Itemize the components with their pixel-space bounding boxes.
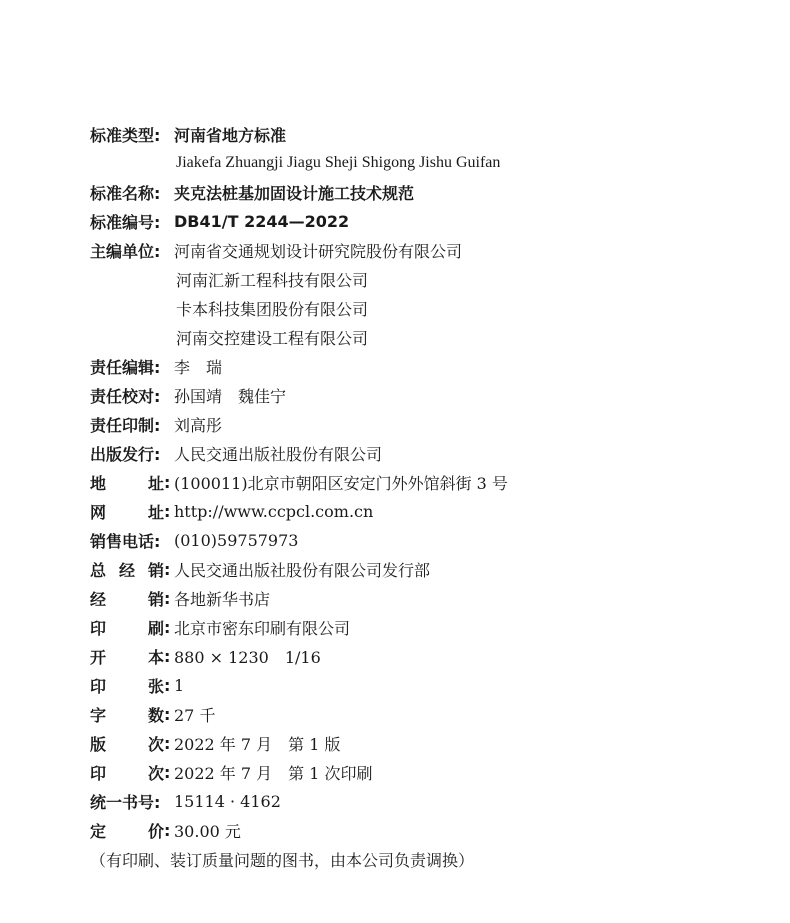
website-value: http://www.ccpcl.com.cn [174, 501, 374, 521]
address-label: 地 址 [90, 473, 164, 493]
website-label: 网 址 [90, 502, 164, 522]
proofreader-row [90, 382, 286, 408]
address-value: (100011)北京市朝阳区安定门外外馆斜街 3 号 [174, 473, 508, 493]
edition-row: 版 次 : 2022 年 7 月 第 1 版 [90, 733, 341, 754]
sales-phone-row [90, 527, 298, 553]
edition-label: 版 次 [90, 734, 164, 754]
standard-type-value: 河南省地方标准 [174, 125, 287, 145]
word-count-value: 27 千 [174, 705, 216, 725]
general-distributor-label: 总 经 销 [90, 560, 164, 580]
standard-number-row [90, 208, 349, 234]
sheets-label: 印 张 [90, 676, 164, 696]
general-distributor-value: 人民交通出版社股份有限公司发行部 [174, 560, 431, 580]
price-label: 定 价 [90, 821, 164, 841]
price-value: 30.00 元 [174, 821, 241, 841]
pinyin-title: Jiakefa Zhuangji Jiagu Sheji Shigong Jishu Guifan [176, 154, 501, 171]
printing-supervisor-label: 责任印制: [90, 415, 161, 435]
editor-label: 责任编辑: [90, 357, 161, 377]
word-count-row: 字 数 : 27 千 [90, 704, 216, 725]
standard-number-value: DB41/T 2244—2022 [174, 211, 350, 231]
unified-book-number-row [90, 788, 281, 814]
format-row: 开 本 : 880 × 1230 1/16 [90, 646, 321, 667]
chief-editor-unit: 卡本科技集团股份有限公司 [176, 299, 369, 319]
edition-value: 2022 年 7 月 第 1 版 [174, 734, 341, 754]
sales-phone-label: 销售电话: [90, 531, 161, 551]
impression-row: 印 次 : 2022 年 7 月 第 1 次印刷 [90, 762, 373, 783]
distributor-label: 经 销 [90, 589, 164, 609]
chief-editor-unit: 河南交控建设工程有限公司 [176, 328, 369, 348]
unified-book-number-label: 统一书号: [90, 792, 161, 812]
word-count-label: 字 数 [90, 705, 164, 725]
impression-value: 2022 年 7 月 第 1 次印刷 [174, 763, 373, 783]
editor-row [90, 353, 222, 379]
printer-label: 印 刷 [90, 618, 164, 638]
standard-type-label: 标准类型: [90, 125, 161, 145]
chief-editor-unit: 河南汇新工程科技有限公司 [176, 270, 369, 290]
publisher-label: 出版发行: [90, 444, 161, 464]
standard-number-label: 标准编号: [90, 212, 161, 232]
standard-name-row [90, 179, 414, 205]
quality-note: （有印刷、装订质量问题的图书，由本公司负责调换） [90, 850, 475, 870]
printing-supervisor-value: 刘高彤 [174, 415, 223, 435]
chief-editors-label: 主编单位: [90, 241, 161, 261]
price-row: 定 价 : 30.00 元 [90, 820, 241, 841]
sheets-row: 印 张 : 1 [90, 675, 185, 696]
sales-phone-value: (010)59757973 [174, 530, 299, 550]
printing-supervisor-row [90, 411, 222, 437]
address-row: 地 址 : (100011)北京市朝阳区安定门外外馆斜街 3 号 [90, 472, 508, 493]
proofreader-value: 孙国靖 魏佳宁 [174, 386, 287, 406]
unified-book-number-value: 15114 · 4162 [174, 791, 281, 811]
standard-name-label: 标准名称: [90, 183, 161, 203]
standard-type-row [90, 121, 286, 147]
proofreader-label: 责任校对: [90, 386, 161, 406]
format-value: 880 × 1230 1/16 [174, 647, 321, 667]
website-row: 网 址 : http://www.ccpcl.com.cn [90, 501, 374, 522]
chief-editor-unit: 河南省交通规划设计研究院股份有限公司 [174, 241, 463, 261]
general-distributor-row: 总 经 销 : 人民交通出版社股份有限公司发行部 [90, 559, 431, 580]
distributor-value: 各地新华书店 [174, 589, 271, 609]
impression-label: 印 次 [90, 763, 164, 783]
publisher-value: 人民交通出版社股份有限公司 [174, 444, 383, 464]
chief-editors-row [90, 237, 462, 263]
printer-row: 印 刷 : 北京市密东印刷有限公司 [90, 617, 351, 638]
standard-name-value: 夹克法桩基加固设计施工技术规范 [174, 183, 415, 203]
distributor-row: 经 销 : 各地新华书店 [90, 588, 271, 609]
publisher-row [90, 440, 382, 466]
editor-value: 李 瑞 [174, 357, 223, 377]
format-label: 开 本 [90, 647, 164, 667]
printer-value: 北京市密东印刷有限公司 [174, 618, 351, 638]
sheets-value: 1 [174, 675, 185, 695]
